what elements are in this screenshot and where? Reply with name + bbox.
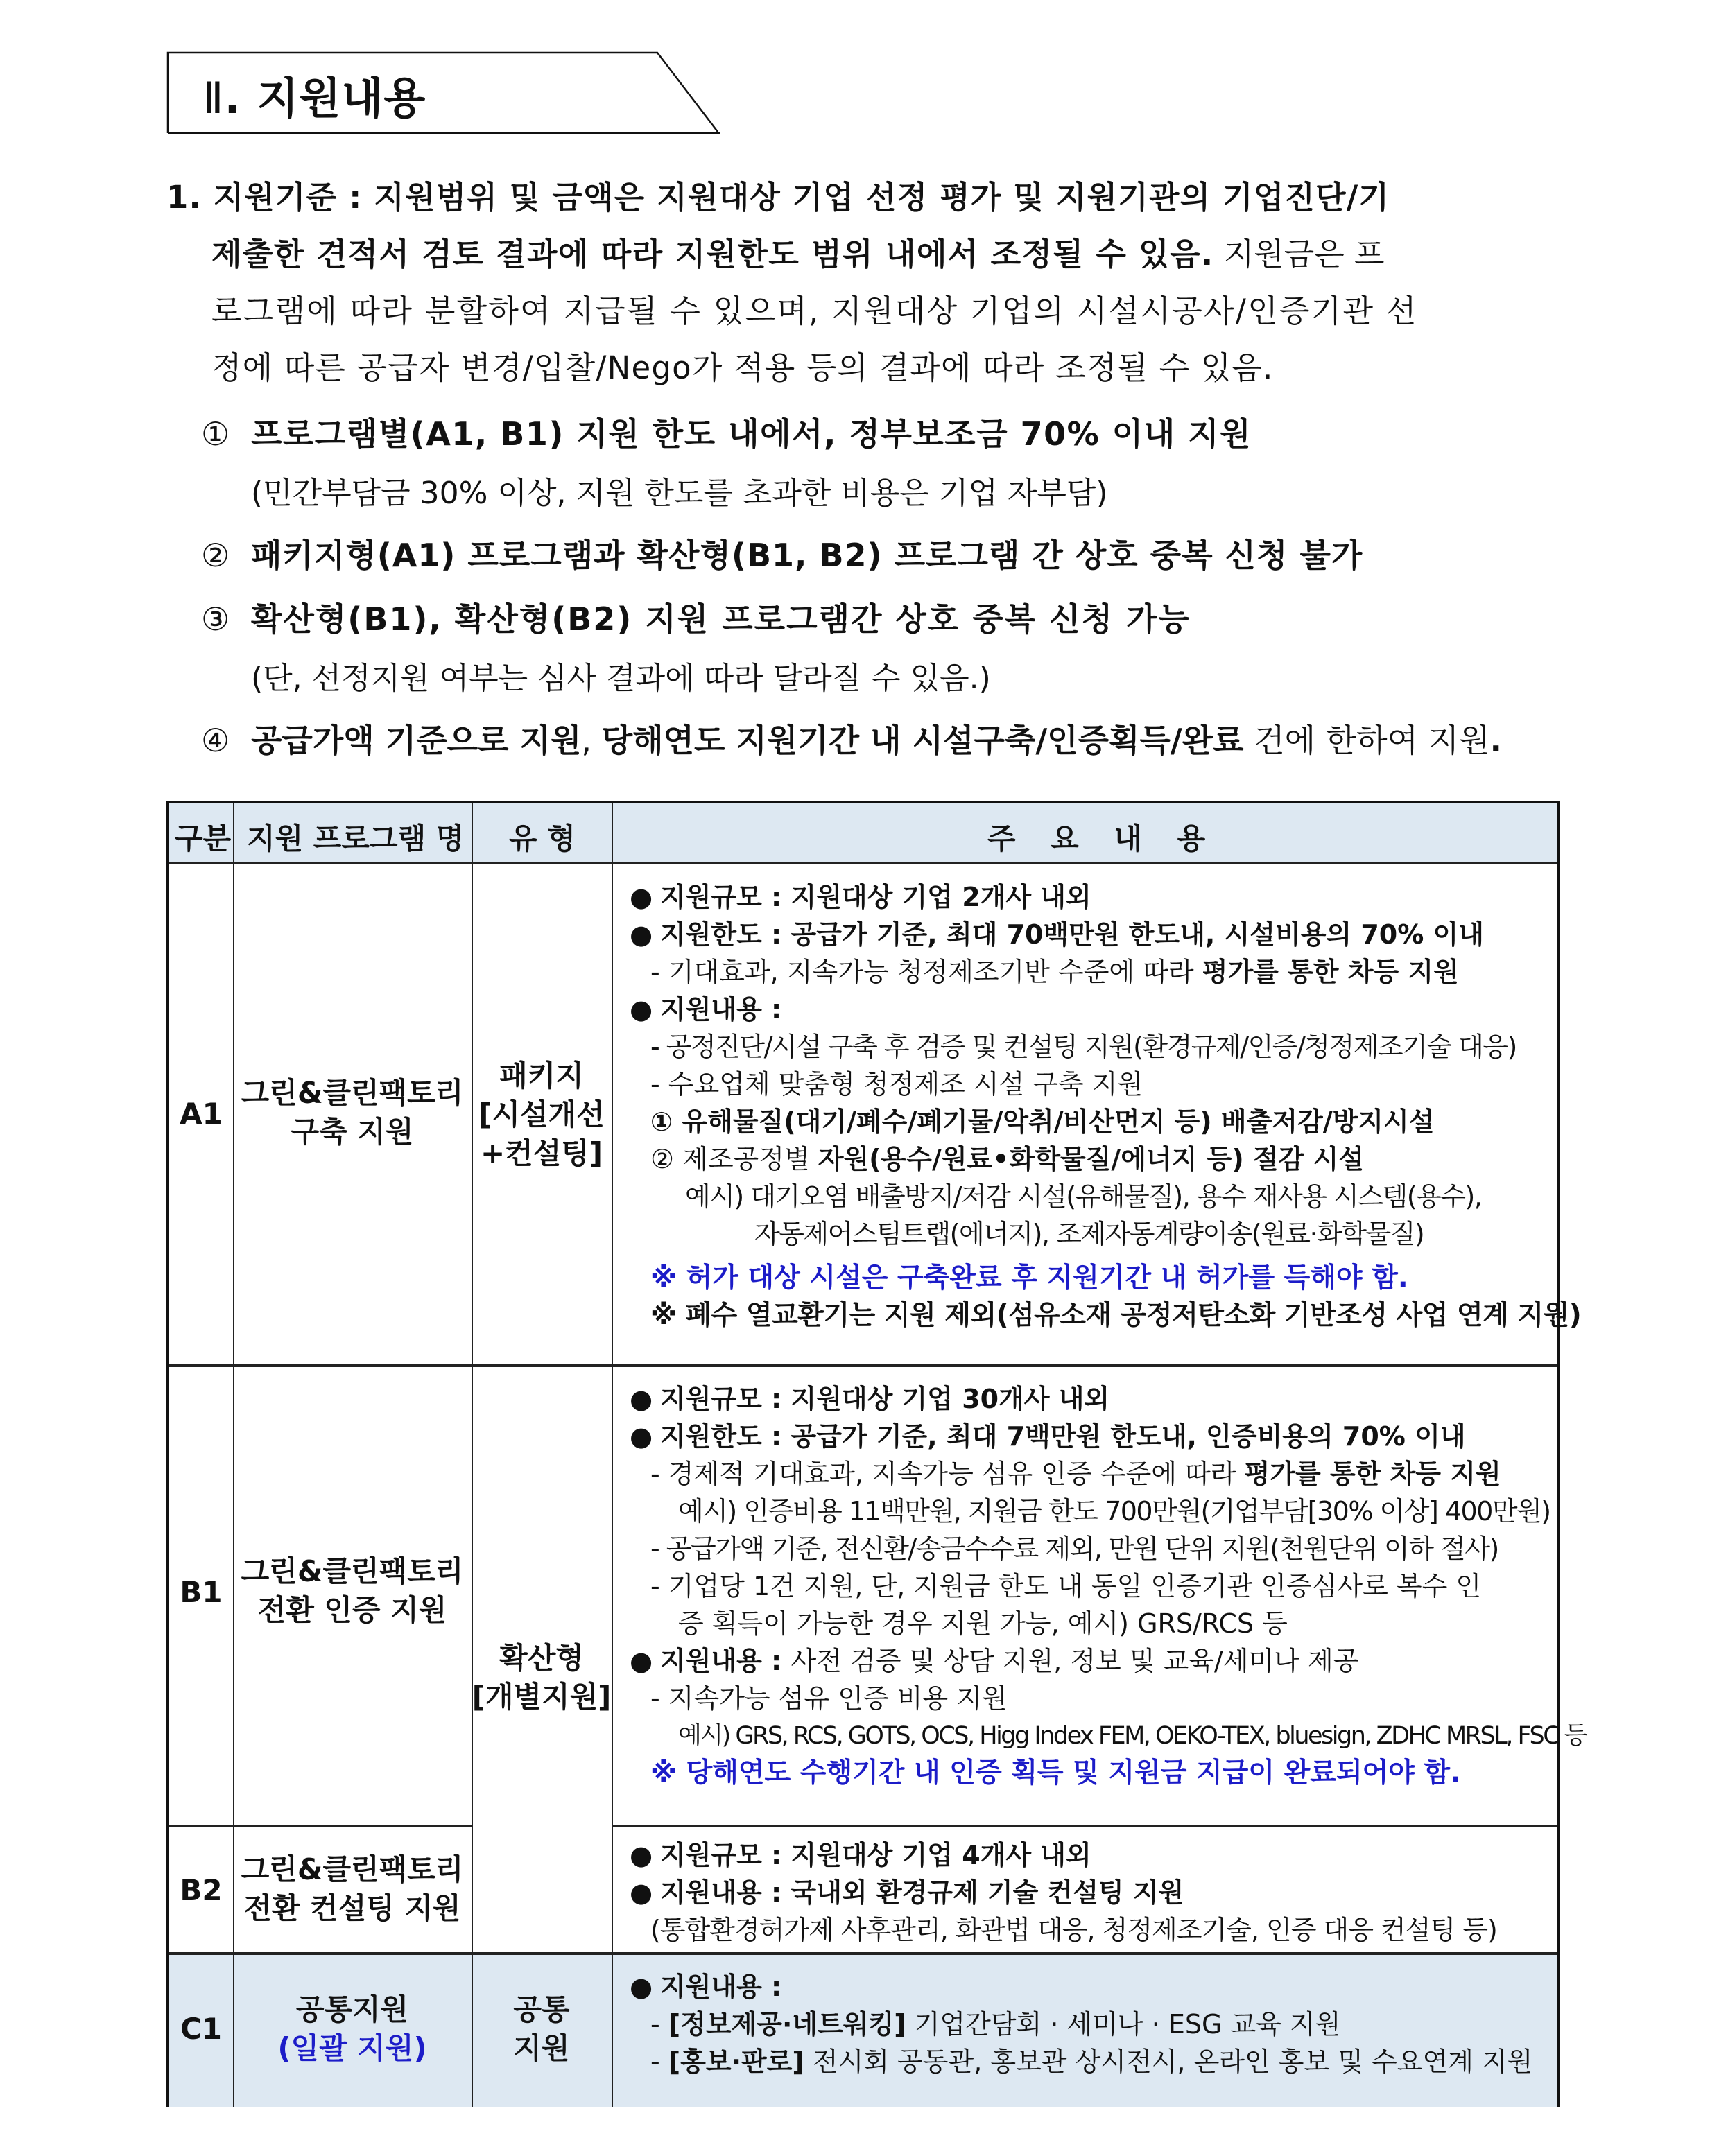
a1-name-line-1: 그린&클린팩토리 [241,1076,464,1110]
header-type: 유 형 [509,821,576,855]
c1-bullet-1: ● 지원내용 : [630,1972,782,2002]
b2-name-line-2: 전환 컨설팅 지원 [243,1891,461,1925]
b1-type-line-2: [개별지원] [472,1680,612,1714]
b1-b2-type [472,1639,612,1716]
item-3-text: 확산형(B1), 확산형(B2) 지원 프로그램간 상호 중복 신청 가능 [251,600,1191,638]
intro-line-2 [166,226,1560,283]
b2-divider [169,1952,1557,1955]
criteria-item-1 [201,409,1252,455]
support-program-table [166,801,1587,2107]
a1-bullet-3: ● 지원내용 : [630,994,782,1025]
item-4-bold-1: 공급가액 기준으로 지원 [251,722,582,759]
b1-bullet-2: ● 지원한도 : 공급가 기준, 최대 7백만원 한도내, 인증비용의 70% 이내 [630,1421,1466,1452]
item-4-bold-2: 당해연도 지원기간 내 시설구축/인증획득/완료 [601,722,1244,759]
item-4-end: . [1489,722,1502,759]
b1-program-name [233,1552,472,1630]
c1-r3b: [홍보·판로] [668,2046,804,2077]
header-program-name: 지원 프로그램 명 [247,821,465,855]
a1-r8 [630,1140,1581,1178]
a1-program-name [233,1074,472,1151]
c1-r2b: [정보제공·네트워킹] [668,2009,906,2040]
a1-note-1: ※ 허가 대상 시설은 구축완료 후 지원기간 내 허가를 득해야 함. [650,1262,1408,1294]
c1-r3a: - [650,2046,668,2077]
c1-r3c: 전시회 공동관, 홍보관 상시전시, 온라인 홍보 및 수요연계 지원 [804,2046,1533,2077]
c1-name-line-1: 공통지원 [295,1992,409,2026]
a1-content [630,878,1581,1335]
item-4-mark: ④ [201,722,230,759]
b2-bullet-1: ● 지원규모 : 지원대상 기업 4개사 내외 [630,1840,1091,1870]
b1-content [630,1380,1586,1792]
c1-program-name [233,1990,472,2068]
b1-r3a: - 경제적 기대효과, 지속가능 섬유 인증 수준에 따라 [650,1459,1245,1489]
b1-code: B1 [180,1575,223,1609]
header-category: 구분 [175,821,232,855]
b2-name-line-1: 그린&클린팩토리 [241,1852,464,1886]
a1-r8b: 자원(용수/원료•화학물질/에너지 등) 절감 시설 [818,1144,1364,1174]
b1-r7: 증 획득이 가능한 경우 지원 가능, 예시) GRS/RCS 등 [678,1608,1288,1639]
b2-r1: 지원규모 : 지원대상 기업 4개사 내외 [660,1840,1091,1870]
a1-code: A1 [180,1097,223,1131]
b1-divider-left [169,1825,472,1827]
c1-r2c: 기업간담회 · 세미나 · ESG 교육 지원 [906,2009,1341,2040]
b1-r4: 예시) 인증비용 11백만원, 지원금 한도 700만원(기업부담[30% 이상] 400만원) [678,1496,1550,1527]
a1-r2: 지원한도 : 공급가 기준, 최대 70백만원 한도내, 시설비용의 70% 이내 [660,919,1484,950]
a1-bullet-1: ● 지원규모 : 지원대상 기업 2개사 내외 [630,882,1091,912]
b1-note-1: ※ 당해연도 수행기간 내 인증 획득 및 지원금 지급이 완료되어야 함. [650,1757,1461,1789]
item-4-plain-1: , [581,722,602,759]
item-1-mark: ① [201,415,230,453]
b1-r6: - 기업당 1건 지원, 단, 지원금 한도 내 동일 인증기관 인증심사로 복수 인 [650,1571,1482,1601]
b1-r9: - 지속가능 섬유 인증 비용 지원 [650,1683,1008,1714]
b1-name-line-1: 그린&클린팩토리 [241,1554,464,1588]
b1-dash-1 [630,1455,1586,1493]
a1-r8a: ② 제조공정별 [650,1144,818,1174]
intro-line-2-plain: 지원금은 프 [1213,236,1385,272]
criteria-item-3-sub: (단, 선정지원 여부는 심사 결과에 따라 달라질 수 있음.) [251,661,991,696]
b2-r3: (통합환경허가제 사후관리, 화관법 대응, 청정제조기술, 인증 대응 컨설팅 등) [650,1915,1497,1945]
criteria-item-2 [201,530,1363,576]
b1-r1: 지원규모 : 지원대상 기업 30개사 내외 [660,1384,1110,1414]
a1-r4: 지원내용 : [660,994,782,1025]
a1-r6: - 수요업체 맞춤형 청정제조 시설 구축 지원 [650,1069,1143,1099]
c1-type [472,1990,612,2068]
b2-bullet-2: ● 지원내용 : 국내외 환경규제 기술 컨설팅 지원 [630,1877,1184,1908]
c1-type-line-1: 공통 [513,1992,570,2026]
criteria-item-1-sub: (민간부담금 30% 이상, 지원 한도를 초과한 비용은 기업 자부담) [251,476,1108,511]
b1-divider-right [612,1825,1557,1827]
section-title-text: . 지원내용 [224,73,426,123]
col-divider-3 [612,803,613,2107]
a1-divider [169,1364,1557,1367]
c1-dash-1 [630,2006,1532,2043]
item-2-mark: ② [201,537,230,574]
intro-paragraph [166,169,1560,397]
c1-r2a: - [650,2009,668,2040]
a1-note-2: ※ 폐수 열교환기는 지원 제외(섬유소재 공정저탄소화 기반조성 사업 연계 지원) [650,1300,1582,1331]
a1-r3a: - 기대효과, 지속가능 청정제조기반 수준에 따라 [650,957,1202,987]
item-3-mark: ③ [201,600,230,638]
b1-r10: 예시) GRS, RCS, GOTS, OCS, Higg Index FEM, OEKO-TEX, bluesign, ZDHC MRSL, FSC 등 [678,1722,1587,1750]
b1-r3b: 평가를 통한 차등 지원 [1244,1459,1501,1489]
header-main-content: 주 요 내 용 [987,821,1218,855]
a1-type-line-1: 패키지 [499,1059,584,1093]
c1-dash-2 [630,2043,1532,2080]
section-header [166,51,721,134]
b1-type-line-1: 확산형 [499,1641,584,1675]
a1-r10: 자동제어스팀트랩(에너지), 조제자동계량이송(원료·화학물질) [754,1219,1424,1249]
intro-line-4: 정에 따른 공급자 변경/입찰/Nego가 적용 등의 결과에 따라 조정될 수 있음. [211,349,1274,386]
intro-line-2-bold: 제출한 견적서 검토 결과에 따라 지원한도 범위 내에서 조정될 수 있음. [211,236,1214,272]
b2-r2: 지원내용 : 국내외 환경규제 기술 컨설팅 지원 [660,1877,1184,1908]
criteria-item-3 [201,594,1191,640]
a1-dash-1 [630,953,1581,991]
b1-name-line-2: 전환 인증 지원 [257,1593,447,1627]
b1-r8b: 사전 검증 및 상담 지원, 정보 및 교육/세미나 제공 [791,1646,1359,1676]
b2-content [630,1836,1497,1949]
a1-name-line-2: 구축 지원 [291,1115,414,1149]
c1-name-line-2: (일괄 지원) [277,2031,427,2065]
b1-bullet-1: ● 지원규모 : 지원대상 기업 30개사 내외 [630,1384,1110,1414]
item-2-text: 패키지형(A1) 프로그램과 확산형(B1, B2) 프로그램 간 상호 중복 신청 불가 [251,537,1363,574]
c1-type-line-2: 지원 [513,2031,570,2065]
b1-r5: - 공급가액 기준, 전신환/송금수수료 제외, 만원 단위 지원(천원단위 이하 절사) [650,1533,1498,1564]
a1-type [472,1057,612,1173]
c1-r1: 지원내용 : [660,1972,782,2002]
c1-content [630,1968,1532,2080]
a1-r9: 예시) 대기오염 배출방지/저감 시설(유해물질), 용수 재사용 시스템(용수), [685,1181,1482,1212]
intro-line-1: 1. 지원기준 : 지원범위 및 금액은 지원대상 기업 선정 평가 및 지원기관의 기업진단/기 [166,179,1390,216]
item-4-plain-2: 건에 한하여 지원 [1243,722,1490,759]
b1-r8a: 지원내용 : [660,1646,791,1676]
c1-code: C1 [180,2012,223,2046]
b2-code: B2 [180,1873,223,1907]
b1-bullet-3: ● 지원내용 : 사전 검증 및 상담 지원, 정보 및 교육/세미나 제공 [630,1646,1359,1676]
col-divider-2 [472,803,473,2107]
criteria-item-4 [201,715,1502,761]
a1-r1: 지원규모 : 지원대상 기업 2개사 내외 [660,882,1091,912]
b1-r2: 지원한도 : 공급가 기준, 최대 7백만원 한도내, 인증비용의 70% 이내 [660,1421,1466,1452]
b2-program-name [233,1850,472,1928]
a1-type-line-2: [시설개선 [478,1097,605,1131]
section-number: Ⅱ [202,73,225,123]
a1-r5: - 공정진단/시설 구축 후 검증 및 컨설팅 지원(환경규제/인증/청정제조기술 대응) [650,1032,1517,1062]
header-divider [169,862,1557,864]
a1-bullet-2: ● 지원한도 : 공급가 기준, 최대 70백만원 한도내, 시설비용의 70% 이내 [630,919,1484,950]
a1-r3b: 평가를 통한 차등 지원 [1202,957,1459,987]
a1-type-line-3: +컨설팅] [480,1136,603,1170]
section-title [202,64,426,125]
item-1-text: 프로그램별(A1, B1) 지원 한도 내에서, 정부보조금 70% 이내 지원 [251,415,1252,453]
a1-r7: ① 유해물질(대기/폐수/폐기물/악취/비산먼지 등) 배출저감/방지시설 [650,1106,1435,1137]
intro-line-3: 로그램에 따라 분할하여 지급될 수 있으며, 지원대상 기업의 시설시공사/인증기관 선 [211,293,1418,329]
